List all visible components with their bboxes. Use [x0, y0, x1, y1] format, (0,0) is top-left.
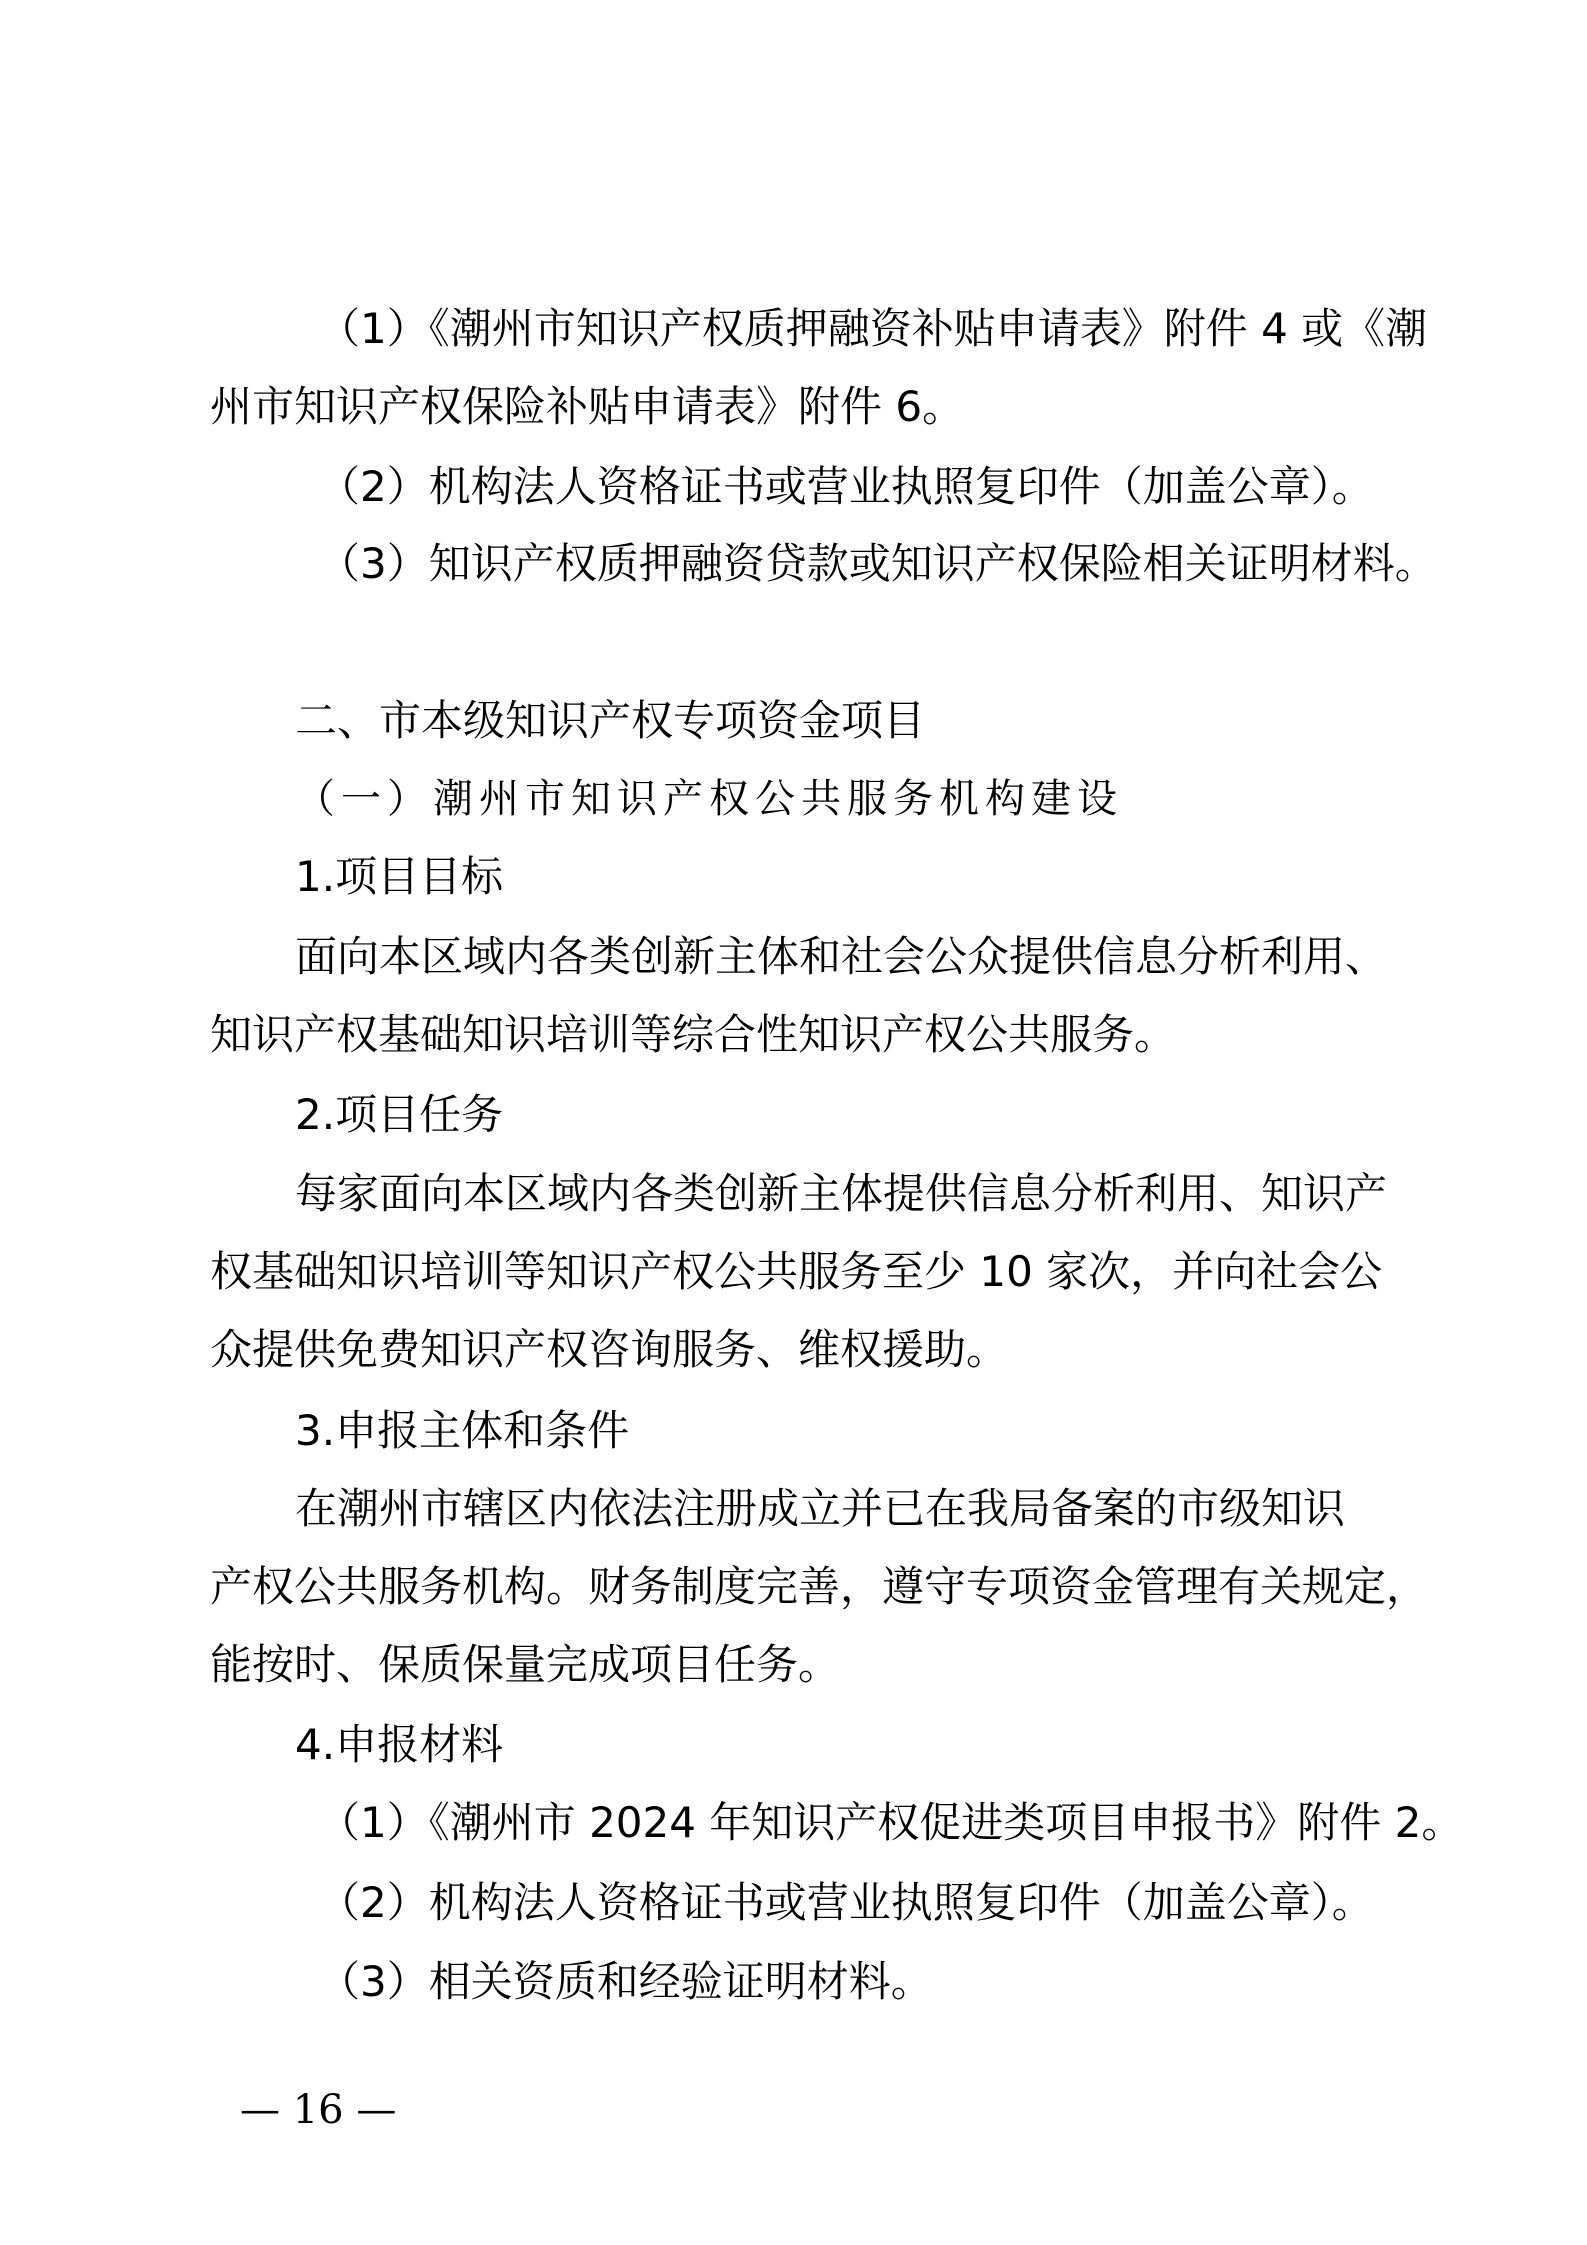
- paragraph-line: 产权公共服务机构。财务制度完善，遵守专项资金管理有关规定，: [210, 1562, 1429, 1611]
- paragraph-line: 能按时、保质保量完成项目任务。: [210, 1640, 841, 1689]
- paragraph-line: 每家面向本区域内各类创新主体提供信息分析利用、知识产: [295, 1169, 1388, 1218]
- list-item: （1）《潮州市 2024 年知识产权促进类项目申报书》附件 2。: [318, 1798, 1464, 1847]
- list-item: （2）机构法人资格证书或营业执照复印件（加盖公章）。: [318, 1878, 1374, 1927]
- item-heading: 2.项目任务: [295, 1090, 504, 1139]
- subsection-heading: （一）潮州市知识产权公共服务机构建设: [295, 776, 1123, 822]
- paragraph-line: 在潮州市辖区内依法注册成立并已在我局备案的市级知识: [295, 1484, 1346, 1533]
- list-item: （3）知识产权质押融资贷款或知识产权保险相关证明材料。: [318, 539, 1437, 588]
- paragraph-line: 面向本区域内各类创新主体和社会公众提供信息分析利用、: [295, 932, 1388, 981]
- item-heading: 3.申报主体和条件: [295, 1406, 630, 1455]
- paragraph-line: 众提供免费知识产权咨询服务、维权援助。: [210, 1325, 1009, 1374]
- section-heading: 二、市本级知识产权专项资金项目: [295, 696, 926, 745]
- paragraph-line: （1）《潮州市知识产权质押融资补贴申请表》附件 4 或《潮: [318, 304, 1428, 353]
- paragraph-line: 知识产权基础知识培训等综合性知识产权公共服务。: [210, 1010, 1177, 1059]
- page-number: — 16 —: [240, 2087, 397, 2133]
- item-heading: 4.申报材料: [295, 1720, 504, 1769]
- paragraph-line: 州市知识产权保险补贴申请表》附件 6。: [210, 382, 965, 431]
- list-item: （3）相关资质和经验证明材料。: [318, 1957, 933, 2006]
- item-heading: 1.项目目标: [295, 852, 504, 901]
- paragraph-line: 权基础知识培训等知识产权公共服务至少 10 家次，并向社会公: [210, 1247, 1383, 1296]
- list-item: （2）机构法人资格证书或营业执照复印件（加盖公章）。: [318, 462, 1374, 511]
